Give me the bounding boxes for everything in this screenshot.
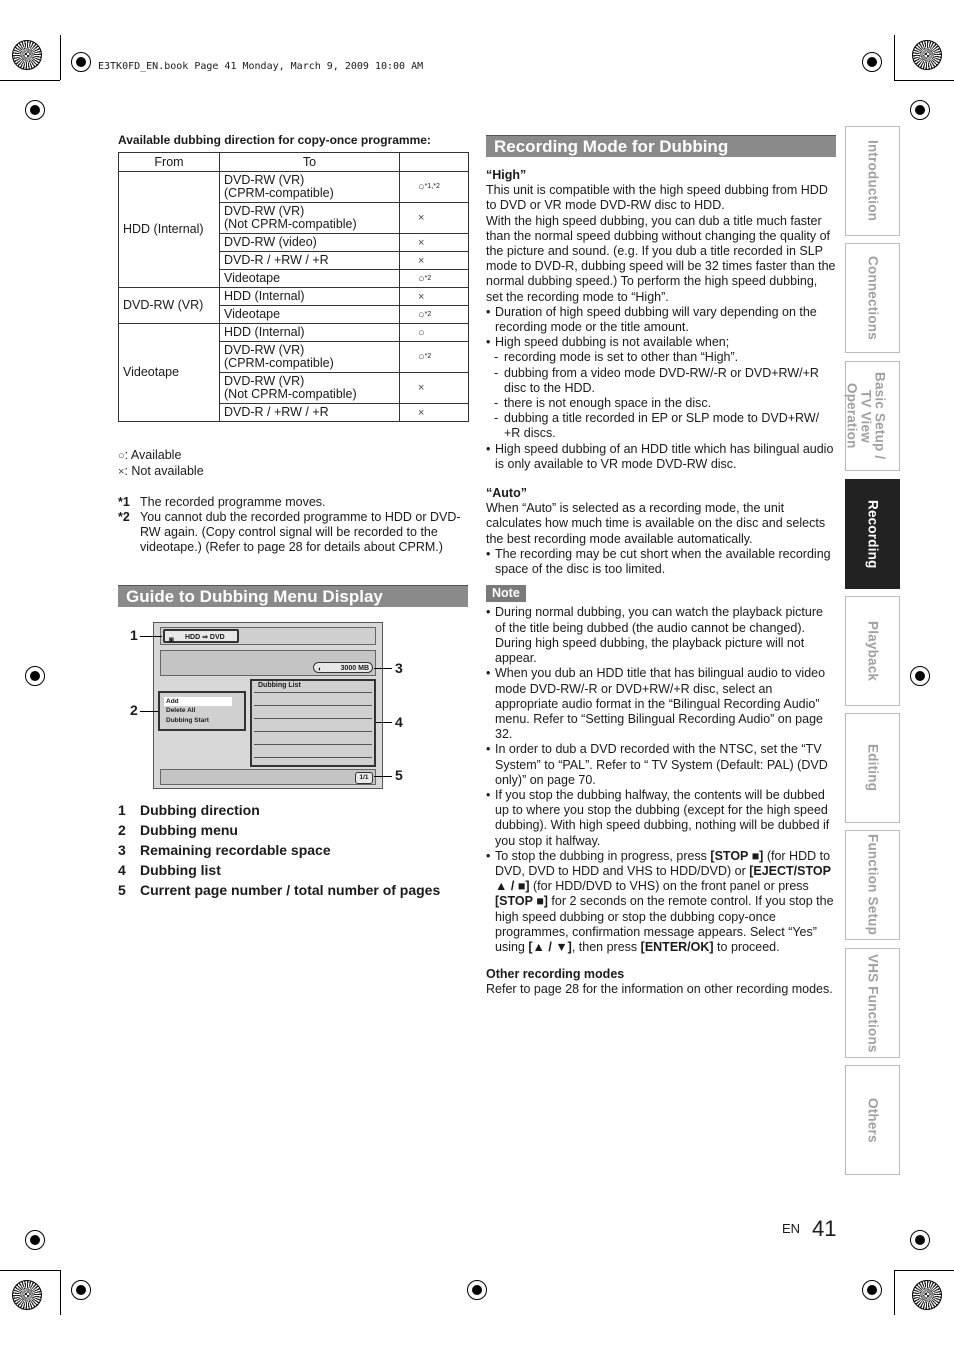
availability-cell	[400, 172, 469, 203]
menu-item-add[interactable]: Add	[164, 697, 232, 706]
callout-1: 1	[130, 627, 138, 643]
direction-bar	[160, 627, 376, 645]
recording-mode-section-title: Recording Mode for Dubbing	[486, 135, 836, 157]
footnote-ref: *2	[424, 274, 432, 282]
not-available-icon: ×	[418, 236, 425, 249]
table-body	[119, 172, 469, 422]
availability-cell	[400, 404, 469, 422]
note-label: Note	[486, 585, 526, 602]
high-paragraph-2: With the high speed dubbing, you can dub a title much faster than the normal speed dubbing without changing the quality of the picture and sound. (e.g. If you dub a title recorded in SLP mode to DVD-R, dubbing speed will be 32 times faster than the normal dubbing speed.) To perform the high speed dubbing, set the recording mode to “High”.	[486, 213, 836, 304]
sub-item: - recording mode is set to other than “High”.	[494, 350, 739, 365]
list-item: 2 Dubbing menu	[118, 822, 238, 838]
high-heading: “High”	[486, 168, 527, 182]
crosshair-mark	[467, 1280, 487, 1300]
high-paragraph-1: This unit is compatible with the high speed dubbing from HDD to DVD or VR mode DVD-RW disc to HDD.	[486, 183, 828, 213]
footnote-ref: *2	[424, 353, 432, 360]
other-modes-paragraph: Refer to page 28 for the information on other recording modes.	[486, 982, 833, 997]
registration-starburst-bottom-left	[12, 1280, 42, 1310]
dubbing-list-title: Dubbing List	[258, 682, 301, 689]
col-availability-header	[400, 153, 469, 172]
to-cell: Videotape	[220, 270, 400, 288]
other-modes-heading: Other recording modes	[486, 967, 625, 982]
not-available-icon: ×	[418, 382, 425, 394]
note-item: • If you stop the dubbing halfway, the contents will be dubbed up to where you stop the dubbing (except for the high speed dubbing). With high speed dubbing, nothing will be dubbed if you stop it halfway.	[486, 787, 830, 848]
col-to-header: To	[220, 153, 400, 172]
from-cell: HDD (Internal)	[119, 172, 220, 288]
crosshair-mark	[910, 666, 930, 686]
disc-icon: ◙	[169, 635, 174, 644]
menu-item-delete-all[interactable]: Delete All	[166, 707, 196, 714]
available-icon: ○	[418, 272, 425, 285]
footnote-2: *2 You cannot dub the recorded programme to HDD or DVD-RW again. (Copy control signal will be recorded to the videotape.) (Refer to page 28 for details about CPRM.)	[118, 510, 461, 554]
crosshair-mark	[25, 100, 45, 120]
crosshair-mark	[862, 1280, 882, 1300]
tab-others[interactable]: Others	[845, 1065, 900, 1175]
note-item: • During normal dubbing, you can watch the playback picture of the title being dubbed (the audio cannot be changed). During high speed dubbing, the playback picture will not appear.	[486, 605, 823, 666]
file-info-header: E3TK0FD_EN.book Page 41 Monday, March 9, 2009 10:00 AM	[98, 61, 424, 72]
tab-playback[interactable]: Playback	[845, 596, 900, 706]
availability-legend	[118, 448, 468, 480]
list-item: 4 Dubbing list	[118, 862, 221, 878]
crosshair-mark	[862, 52, 882, 72]
availability-cell	[400, 342, 469, 373]
tab-introduction[interactable]: Introduction	[845, 126, 900, 236]
dubbing-list	[250, 679, 376, 767]
crosshair-mark	[910, 1230, 930, 1250]
availability-cell	[400, 288, 469, 306]
to-cell: DVD-RW (VR) (CPRM-compatible)	[220, 172, 400, 203]
callout-3: 3	[395, 660, 403, 676]
dubbing-menu-screen	[153, 622, 383, 789]
availability-cell	[400, 252, 469, 270]
menu-item-dubbing-start[interactable]: Dubbing Start	[166, 717, 209, 724]
auto-heading: “Auto”	[486, 486, 527, 501]
crosshair-mark	[25, 1230, 45, 1250]
available-icon: ○	[418, 351, 425, 363]
bullet-item: • High speed dubbing of an HDD title which has bilingual audio is only available to VR mode DVD-RW disc.	[486, 441, 834, 471]
auto-paragraph: When “Auto” is selected as a recording mode, the unit calculates how much time is available on the disc and selects the best recording mode available automatically.	[486, 501, 826, 546]
registration-starburst-bottom-right	[912, 1280, 942, 1310]
to-cell: DVD-R / +RW / +R	[220, 252, 400, 270]
crosshair-mark	[71, 52, 91, 72]
not-available-icon: ×	[418, 290, 425, 303]
legend-available: ○: Available	[118, 448, 182, 462]
crosshair-mark	[71, 1280, 91, 1300]
dubbing-direction-table	[118, 152, 469, 422]
table-row	[119, 288, 469, 306]
info-bar	[160, 650, 376, 676]
to-cell: DVD-RW (VR) (CPRM-compatible)	[220, 342, 400, 373]
callout-5: 5	[395, 767, 403, 783]
to-cell: HDD (Internal)	[220, 324, 400, 342]
disc-icon: ◐	[318, 666, 323, 673]
guide-section-title: Guide to Dubbing Menu Display	[118, 585, 468, 607]
registration-starburst-top-right	[912, 40, 942, 70]
to-cell: DVD-RW (VR) (Not CPRM-compatible)	[220, 203, 400, 234]
list-item: 1 Dubbing direction	[118, 802, 260, 818]
page-number: 41	[812, 1216, 837, 1241]
tab-vhs-functions[interactable]: VHS Functions	[845, 948, 900, 1058]
availability-cell	[400, 306, 469, 324]
table-row	[119, 324, 469, 342]
to-cell: Videotape	[220, 306, 400, 324]
dubbing-menu	[158, 691, 246, 731]
from-cell: Videotape	[119, 324, 220, 422]
callout-4: 4	[395, 714, 403, 730]
page-indicator: 1/1	[355, 772, 373, 784]
availability-cell	[400, 234, 469, 252]
to-cell: DVD-R / +RW / +R	[220, 404, 400, 422]
table-row	[119, 172, 469, 203]
note-item: • When you dub an HDD title that has bilingual audio to video mode DVD-RW/-R or DVD+RW/+R disc, select an appropriate audio format in the “Bilingual Recording Audio” menu. Refer to “Setting Bilingual Recording Audio” on page 32.	[486, 666, 826, 742]
callout-2: 2	[130, 702, 138, 718]
availability-cell	[400, 270, 469, 288]
not-available-icon: ×	[418, 254, 425, 267]
recording-mode-content	[486, 168, 836, 998]
availability-cell	[400, 324, 469, 342]
page-bar	[160, 769, 376, 785]
sub-item: - dubbing from a video mode DVD-RW/-R or DVD+RW/+R disc to the HDD.	[494, 365, 819, 395]
note-item: • In order to dub a DVD recorded with the NTSC, set the “TV System” to “PAL”. Refer to “ TV System (Default: PAL) (DVD only)” on page 70.	[486, 742, 828, 787]
guide-legend-list	[118, 800, 468, 900]
col-from-header: From	[119, 153, 220, 172]
available-icon: ○	[418, 181, 425, 193]
crosshair-mark	[910, 100, 930, 120]
list-item: 5 Current page number / total number of pages	[118, 882, 441, 898]
availability-cell	[400, 203, 469, 234]
language-code: EN	[782, 1221, 801, 1236]
list-item: 3 Remaining recordable space	[118, 842, 331, 858]
from-cell: DVD-RW (VR)	[119, 288, 220, 324]
to-cell: DVD-RW (video)	[220, 234, 400, 252]
not-available-icon: ×	[418, 406, 425, 419]
available-icon: ○	[418, 326, 425, 339]
bullet-item: • The recording may be cut short when the available recording space of the disc is too limited.	[486, 546, 831, 577]
to-cell: DVD-RW (VR) (Not CPRM-compatible)	[220, 373, 400, 404]
note-item-stop: • To stop the dubbing in progress, press [STOP ■] (for HDD to DVD, DVD to HDD and VHS to HDD/DVD) or [EJECT/STOP ▲ / ■] (for HDD/DVD to VHS) on the front panel or press [STOP ■] for 2 seconds on the remote control. If you stop the high speed dubbing or stop the dubbing copy-once programmes, confirmation message appears. Select “Yes” using [▲ / ▼], then press [ENTER/OK] to proceed.	[486, 848, 834, 954]
direction-indicator: ◙ HDD ⇒ DVD	[163, 629, 239, 643]
tab-editing[interactable]: Editing	[845, 713, 900, 823]
tab-connections[interactable]: Connections	[845, 243, 900, 353]
tab-basic-setup[interactable]: Basic Setup / TV View Operation	[845, 361, 900, 471]
legend-not-available: ×: Not available	[118, 464, 204, 478]
sub-item: - dubbing a title recorded in EP or SLP mode to DVD+RW/ +R discs.	[494, 411, 820, 441]
crosshair-mark	[25, 666, 45, 686]
tab-recording[interactable]: Recording	[845, 479, 900, 589]
footnote-ref: *2	[424, 310, 432, 318]
table-title: Available dubbing direction for copy-once programme:	[118, 133, 431, 147]
sub-item: - there is not enough space in the disc.	[494, 396, 712, 411]
bullet-item: • High speed dubbing is not available when;	[486, 335, 730, 350]
availability-cell	[400, 373, 469, 404]
not-available-icon: ×	[418, 212, 425, 224]
to-cell: HDD (Internal)	[220, 288, 400, 306]
footnotes	[118, 495, 468, 555]
footnote-1: *1 The recorded programme moves.	[118, 495, 326, 509]
footnote-ref: *1,*2	[424, 183, 440, 190]
tab-function-setup[interactable]: Function Setup	[845, 830, 900, 940]
available-icon: ○	[418, 308, 425, 321]
remaining-space-indicator: ◐ 3000 MB	[313, 662, 373, 673]
registration-starburst-top-left	[12, 40, 42, 70]
bullet-item: • Duration of high speed dubbing will vary depending on the recording mode or the title amount.	[486, 304, 817, 335]
